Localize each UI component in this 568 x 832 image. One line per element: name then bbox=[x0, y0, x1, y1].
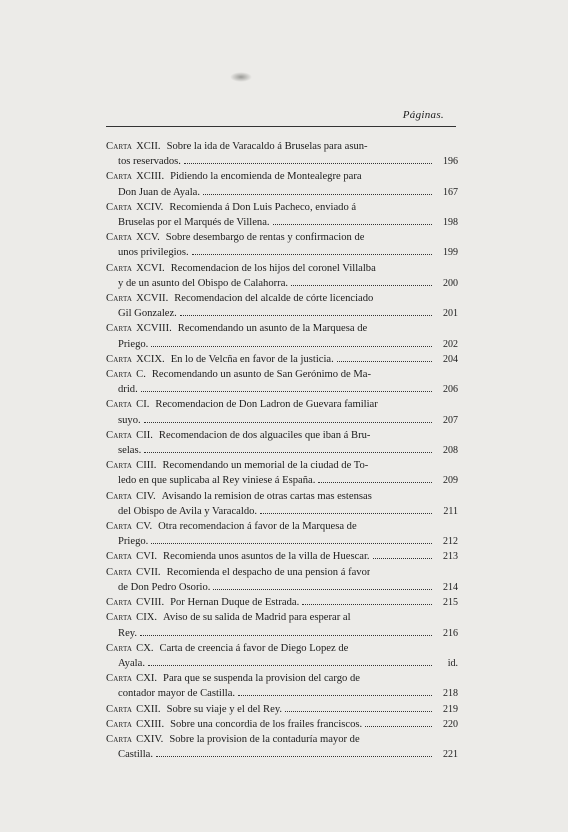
entry-label: Carta bbox=[106, 399, 133, 411]
toc-entry-line bbox=[106, 717, 458, 732]
entry-label: Carta bbox=[106, 490, 133, 502]
entry-label: Carta bbox=[106, 551, 133, 563]
toc-entry-line bbox=[106, 519, 458, 534]
entry-title: Priego. bbox=[118, 338, 149, 350]
entry-number: CXIV. bbox=[136, 733, 164, 745]
entry-label: Carta bbox=[106, 293, 133, 305]
entry-page-number: 200 bbox=[443, 277, 458, 289]
entry-label: Carta bbox=[106, 733, 133, 745]
toc-entry-line bbox=[106, 565, 458, 580]
toc-entry bbox=[106, 139, 458, 169]
entry-title: unos privilegios. bbox=[118, 247, 189, 259]
entry-title: Recomienda el despacho de una pension á favor bbox=[166, 566, 371, 578]
entry-number: CV. bbox=[136, 521, 153, 533]
entry-number: CI. bbox=[136, 399, 150, 411]
page-header: Páginas. bbox=[402, 109, 444, 121]
entry-number: XCII. bbox=[136, 141, 161, 152]
toc-entry-line bbox=[106, 747, 458, 762]
entry-title: Recomienda á Don Luis Pacheco, enviado á bbox=[169, 201, 357, 213]
toc-entry-line bbox=[106, 428, 458, 443]
entry-page-number: 218 bbox=[443, 688, 458, 700]
toc-entry-line bbox=[106, 397, 458, 412]
entry-title: Sobre la ida de Varacaldo á Bruselas para asun- bbox=[166, 141, 368, 152]
entry-label: Carta bbox=[106, 597, 133, 609]
dot-leader bbox=[151, 346, 432, 347]
toc-entry bbox=[106, 732, 458, 762]
toc-entry-line bbox=[106, 352, 458, 367]
dot-leader bbox=[337, 361, 432, 362]
toc-entry-line bbox=[106, 732, 458, 747]
dot-leader bbox=[192, 254, 432, 255]
toc-entry-line bbox=[106, 443, 458, 458]
toc-entry-line bbox=[106, 276, 458, 291]
toc-entry-line bbox=[106, 458, 458, 473]
dot-leader bbox=[141, 391, 432, 392]
toc-entry-line bbox=[106, 230, 458, 245]
entry-title: Otra recomendacion á favor de la Marquesa de bbox=[158, 521, 357, 533]
dot-leader bbox=[238, 695, 432, 696]
toc-entry bbox=[106, 200, 458, 230]
entry-page-number: 220 bbox=[443, 718, 458, 730]
toc-entry bbox=[106, 565, 458, 595]
entry-page-number: id. bbox=[447, 657, 458, 669]
entry-number: XCIX. bbox=[136, 353, 165, 365]
entry-number: CXIII. bbox=[136, 718, 165, 730]
entry-label: Carta bbox=[106, 521, 133, 533]
entry-page-number: 202 bbox=[443, 338, 458, 350]
entry-title: contador mayor de Castilla. bbox=[118, 688, 236, 700]
toc-entry-line bbox=[106, 702, 458, 717]
dot-leader bbox=[151, 543, 432, 544]
table-of-contents bbox=[106, 139, 458, 762]
toc-entry-line bbox=[106, 656, 458, 671]
toc-entry-line bbox=[106, 139, 458, 154]
toc-entry-line bbox=[106, 686, 458, 701]
dot-leader bbox=[260, 513, 432, 514]
toc-entry-line bbox=[106, 185, 458, 200]
dot-leader bbox=[144, 422, 432, 423]
header-rule bbox=[106, 126, 456, 127]
dot-leader bbox=[318, 482, 432, 483]
toc-entry bbox=[106, 291, 458, 321]
entry-title: Avisando la remision de otras cartas mas estensas bbox=[161, 490, 372, 502]
entry-title: Bruselas por el Marqués de Villena. bbox=[118, 217, 270, 229]
entry-number: XCVI. bbox=[136, 262, 165, 274]
entry-page-number: 213 bbox=[443, 551, 458, 563]
dot-leader bbox=[144, 452, 432, 453]
entry-title: suyo. bbox=[118, 414, 141, 426]
toc-entry-line bbox=[106, 534, 458, 549]
entry-label: Carta bbox=[106, 566, 133, 578]
entry-label: Carta bbox=[106, 232, 133, 244]
toc-entry-line bbox=[106, 489, 458, 504]
entry-label: Carta bbox=[106, 262, 133, 274]
dot-leader bbox=[373, 558, 432, 559]
entry-label: Carta bbox=[106, 369, 133, 381]
toc-entry-line bbox=[106, 154, 458, 169]
dot-leader bbox=[273, 224, 432, 225]
toc-entry-line bbox=[106, 367, 458, 382]
toc-entry bbox=[106, 261, 458, 291]
dot-leader bbox=[140, 635, 432, 636]
page-smudge bbox=[230, 72, 252, 82]
toc-entry-line bbox=[106, 200, 458, 215]
entry-label: Carta bbox=[106, 673, 133, 685]
dot-leader bbox=[213, 589, 432, 590]
dot-leader bbox=[285, 711, 432, 712]
dot-leader bbox=[291, 285, 432, 286]
entry-title: Sobre la provision de la contaduría mayor de bbox=[169, 733, 360, 745]
entry-label: Carta bbox=[106, 323, 133, 335]
toc-entry-line bbox=[106, 580, 458, 595]
dot-leader bbox=[156, 756, 432, 757]
toc-entry-line bbox=[106, 382, 458, 397]
entry-label: Carta bbox=[106, 171, 133, 183]
toc-entry bbox=[106, 489, 458, 519]
entry-title: Rey. bbox=[118, 627, 138, 639]
entry-title: selas. bbox=[118, 445, 142, 457]
entry-page-number: 204 bbox=[443, 353, 458, 365]
toc-entry-line bbox=[106, 504, 458, 519]
entry-title: drid. bbox=[118, 384, 138, 396]
entry-number: C. bbox=[136, 369, 146, 381]
entry-label: Carta bbox=[106, 201, 133, 213]
toc-entry-line bbox=[106, 337, 458, 352]
toc-entry-line bbox=[106, 261, 458, 276]
toc-entry bbox=[106, 641, 458, 671]
entry-number: CII. bbox=[136, 429, 153, 441]
toc-entry bbox=[106, 610, 458, 640]
entry-number: CVIII. bbox=[136, 597, 165, 609]
entry-title: Carta de creencia á favor de Diego Lopez de bbox=[159, 642, 349, 654]
entry-number: CVI. bbox=[136, 551, 158, 563]
toc-entry-line bbox=[106, 626, 458, 641]
entry-number: CVII. bbox=[136, 566, 161, 578]
toc-entry-line bbox=[106, 306, 458, 321]
dot-leader bbox=[184, 163, 432, 164]
entry-title: Recomendacion de dos alguaciles que iban á Bru- bbox=[158, 429, 371, 441]
entry-label: Carta bbox=[106, 642, 133, 654]
entry-title: Recomendando un asunto de San Gerónimo de Ma- bbox=[151, 369, 372, 381]
toc-entry-line bbox=[106, 610, 458, 625]
entry-title: y de un asunto del Obispo de Calahorra. bbox=[118, 277, 289, 289]
entry-label: Carta bbox=[106, 141, 133, 152]
toc-entry bbox=[106, 595, 458, 610]
entry-title: Para que se suspenda la provision del cargo de bbox=[163, 673, 360, 685]
toc-entry bbox=[106, 458, 458, 488]
toc-entry bbox=[106, 549, 458, 564]
entry-number: CXI. bbox=[136, 673, 158, 685]
toc-entry bbox=[106, 702, 458, 717]
toc-entry bbox=[106, 397, 458, 427]
toc-entry-line bbox=[106, 595, 458, 610]
entry-number: CX. bbox=[136, 642, 154, 654]
toc-entry bbox=[106, 367, 458, 397]
toc-entry-line bbox=[106, 321, 458, 336]
entry-number: XCIV. bbox=[136, 201, 164, 213]
entry-label: Carta bbox=[106, 353, 133, 365]
entry-page-number: 208 bbox=[443, 445, 458, 457]
entry-page-number: 212 bbox=[443, 536, 458, 548]
toc-entry-line bbox=[106, 245, 458, 260]
toc-entry bbox=[106, 352, 458, 367]
entry-title: Recomendacion de los hijos del coronel Villalba bbox=[170, 262, 376, 274]
toc-entry-line bbox=[106, 549, 458, 564]
entry-title: Sobre su viaje y el del Rey. bbox=[166, 703, 283, 715]
toc-entry-line bbox=[106, 413, 458, 428]
toc-entry bbox=[106, 717, 458, 732]
entry-label: Carta bbox=[106, 612, 133, 624]
entry-page-number: 219 bbox=[443, 703, 458, 715]
entry-title: de Don Pedro Osorio. bbox=[118, 581, 211, 593]
entry-number: XCVII. bbox=[136, 293, 169, 305]
entry-label: Carta bbox=[106, 460, 133, 472]
toc-entry bbox=[106, 230, 458, 260]
entry-title: Pidiendo la encomienda de Montealegre para bbox=[170, 171, 362, 183]
toc-entry-line bbox=[106, 641, 458, 656]
dot-leader bbox=[148, 665, 432, 666]
entry-page-number: 216 bbox=[443, 627, 458, 639]
entry-title: tos reservados. bbox=[118, 156, 181, 168]
entry-page-number: 207 bbox=[443, 414, 458, 426]
entry-number: CIV. bbox=[136, 490, 156, 502]
entry-page-number: 209 bbox=[443, 475, 458, 487]
entry-title: En lo de Velcña en favor de la justicia. bbox=[170, 353, 334, 365]
dot-leader bbox=[203, 194, 432, 195]
entry-title: Recomendacion del alcalde de córte licenciado bbox=[174, 293, 374, 305]
toc-entry-line bbox=[106, 473, 458, 488]
entry-title: Castilla. bbox=[118, 749, 154, 761]
toc-entry-line bbox=[106, 291, 458, 306]
entry-number: CIX. bbox=[136, 612, 158, 624]
entry-title: Aviso de su salida de Madrid para esperar al bbox=[163, 612, 351, 624]
entry-title: Recomienda unos asuntos de la villa de Huescar. bbox=[163, 551, 370, 563]
entry-number: XCVIII. bbox=[136, 323, 172, 335]
toc-entry-line bbox=[106, 169, 458, 184]
entry-title: Ayala. bbox=[118, 657, 145, 669]
toc-entry bbox=[106, 321, 458, 351]
entry-page-number: 214 bbox=[443, 581, 458, 593]
entry-page-number: 167 bbox=[443, 186, 458, 198]
entry-title: Recomendacion de Don Ladron de Guevara familiar bbox=[155, 399, 378, 411]
entry-title: Sobre desembargo de rentas y confirmacion de bbox=[165, 232, 365, 244]
entry-number: XCIII. bbox=[136, 171, 165, 183]
dot-leader bbox=[180, 315, 432, 316]
entry-number: XCV. bbox=[136, 232, 160, 244]
entry-title: Por Hernan Duque de Estrada. bbox=[170, 597, 300, 609]
toc-entry bbox=[106, 428, 458, 458]
entry-title: Sobre una concordia de los frailes franciscos. bbox=[170, 718, 363, 730]
dot-leader bbox=[365, 726, 432, 727]
entry-page-number: 215 bbox=[443, 597, 458, 609]
toc-entry bbox=[106, 169, 458, 199]
toc-entry bbox=[106, 671, 458, 701]
entry-page-number: 206 bbox=[443, 384, 458, 396]
entry-label: Carta bbox=[106, 429, 133, 441]
entry-page-number: 211 bbox=[443, 505, 458, 517]
entry-page-number: 201 bbox=[443, 308, 458, 320]
entry-title: Don Juan de Ayala. bbox=[118, 186, 200, 198]
entry-title: del Obispo de Avila y Varacaldo. bbox=[118, 505, 258, 517]
toc-entry-line bbox=[106, 215, 458, 230]
entry-page-number: 198 bbox=[443, 217, 458, 229]
entry-number: CIII. bbox=[136, 460, 157, 472]
entry-label: Carta bbox=[106, 718, 133, 730]
entry-title: ledo en que suplicaba al Rey viniese á España. bbox=[118, 475, 316, 487]
dot-leader bbox=[302, 604, 432, 605]
entry-page-number: 221 bbox=[443, 749, 458, 761]
entry-page-number: 196 bbox=[443, 156, 458, 168]
toc-entry bbox=[106, 519, 458, 549]
entry-page-number: 199 bbox=[443, 247, 458, 259]
entry-title: Gil Gonzalez. bbox=[118, 308, 177, 320]
entry-title: Recomendando un memorial de la ciudad de To- bbox=[162, 460, 369, 472]
toc-entry-line bbox=[106, 671, 458, 686]
entry-title: Priego. bbox=[118, 536, 149, 548]
entry-label: Carta bbox=[106, 703, 133, 715]
entry-title: Recomendando un asunto de la Marquesa de bbox=[177, 323, 368, 335]
entry-number: CXII. bbox=[136, 703, 161, 715]
